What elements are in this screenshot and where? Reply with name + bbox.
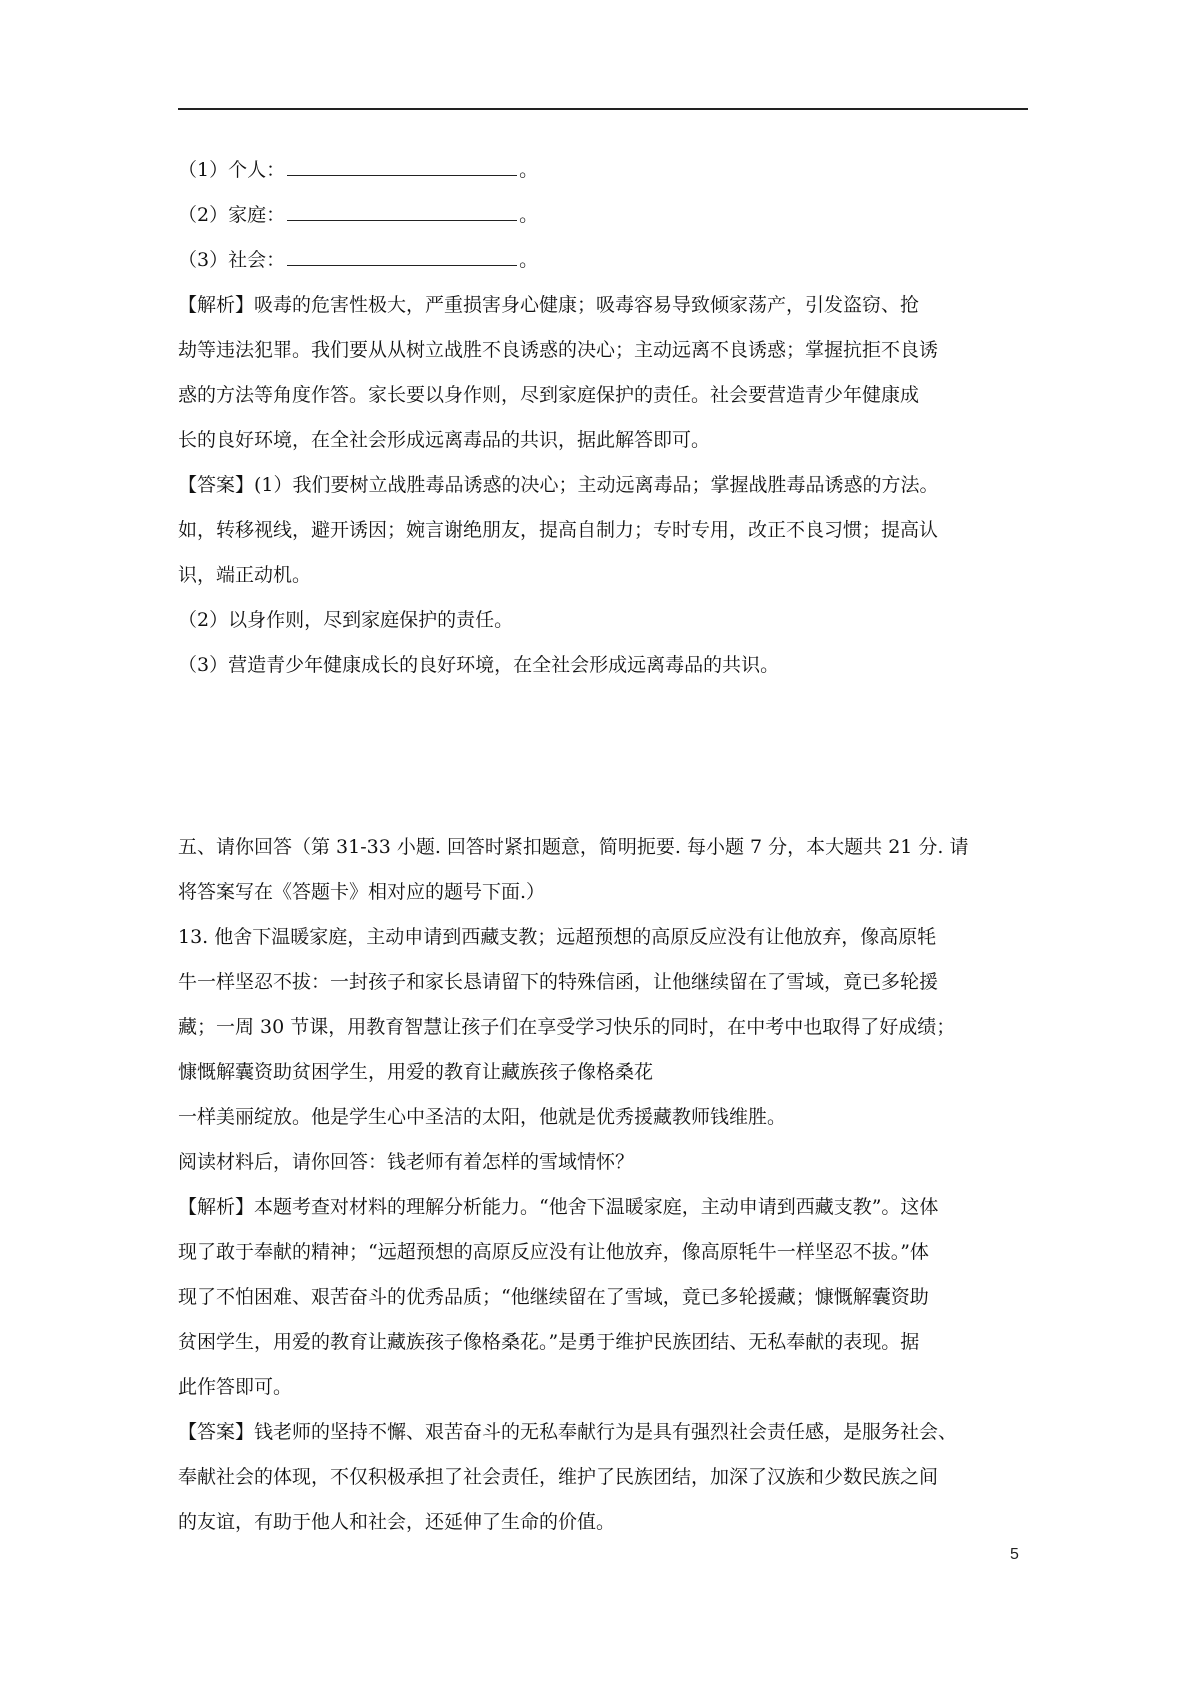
text-line: 【答案】钱老师的坚持不懈、艰苦奋斗的无私奉献行为是具有强烈社会责任感，是服务社会、 bbox=[178, 1421, 958, 1443]
page-content bbox=[178, 148, 1028, 1545]
text-line: 贫困学生，用爱的教育让藏族孩子像格桑花。”是勇于维护民族团结、无私奉献的表现。据 bbox=[178, 1331, 920, 1353]
text-line: 奉献社会的体现，不仅积极承担了社会责任，维护了民族团结，加深了汉族和少数民族之间 bbox=[178, 1466, 939, 1488]
fill-item-1 bbox=[178, 148, 1028, 193]
text-line: 一样美丽绽放。他是学生心中圣洁的太阳，他就是优秀援藏教师钱维胜。 bbox=[178, 1106, 787, 1128]
text-line: 现了敢于奉献的精神；“远超预想的高原反应没有让他放弃，像高原牦牛一样坚忍不拔。”体 bbox=[178, 1241, 929, 1263]
text-line: 【解析】吸毒的危害性极大，严重损害身心健康；吸毒容易导致倾家荡产，引发盗窃、抢 bbox=[178, 294, 920, 316]
fill-label: （1）个人： bbox=[178, 159, 286, 181]
text-line: 将答案写在《答题卡》相对应的题号下面.） bbox=[178, 881, 546, 903]
text-line: 阅读材料后，请你回答：钱老师有着怎样的雪域情怀？ bbox=[178, 1151, 635, 1173]
analysis-1 bbox=[178, 283, 1028, 463]
fill-label: （2）家庭： bbox=[178, 204, 286, 226]
text-line: （3）营造青少年健康成长的良好环境，在全社会形成远离毒品的共识。 bbox=[178, 654, 780, 676]
answer-blank[interactable] bbox=[287, 243, 517, 266]
page-number: 5 bbox=[1010, 1546, 1019, 1563]
text-line: （2）以身作则，尽到家庭保护的责任。 bbox=[178, 609, 514, 631]
fill-end: 。 bbox=[519, 249, 539, 271]
text-line: 长的良好环境，在全社会形成远离毒品的共识，据此解答即可。 bbox=[178, 429, 711, 451]
text-line: 惑的方法等角度作答。家长要以身作则，尽到家庭保护的责任。社会要营造青少年健康成 bbox=[178, 384, 920, 406]
text-line: 【答案】(1）我们要树立战胜毒品诱惑的决心；主动远离毒品；掌握战胜毒品诱惑的方法。 bbox=[178, 474, 939, 496]
fill-item-2 bbox=[178, 193, 1028, 238]
text-line: 如，转移视线，避开诱因；婉言谢绝朋友，提高自制力；专时专用，改正不良习惯；提高认 bbox=[178, 519, 939, 541]
answer-2 bbox=[178, 1410, 1028, 1545]
text-line: 现了不怕困难、艰苦奋斗的优秀品质；“他继续留在了雪域，竟已多轮援藏；慷慨解囊资助 bbox=[178, 1286, 929, 1308]
header-rule bbox=[178, 108, 1028, 110]
section-five-heading bbox=[178, 825, 1028, 915]
text-line: 13. 他舍下温暖家庭，主动申请到西藏支教；远超预想的高原反应没有让他放弃，像高原牦 bbox=[178, 926, 937, 948]
fill-end: 。 bbox=[519, 204, 539, 226]
text-line: 识，端正动机。 bbox=[178, 564, 312, 586]
text-line: 【解析】本题考查对材料的理解分析能力。“他舍下温暖家庭，主动申请到西藏支教”。这体 bbox=[178, 1196, 939, 1218]
spacer bbox=[178, 688, 1028, 825]
answer-blank[interactable] bbox=[287, 198, 517, 221]
analysis-2 bbox=[178, 1185, 1028, 1410]
answer-blank[interactable] bbox=[287, 153, 517, 176]
question-13 bbox=[178, 915, 1028, 1185]
fill-end: 。 bbox=[519, 159, 539, 181]
text-line: 慷慨解囊资助贫困学生，用爱的教育让藏族孩子像格桑花 bbox=[178, 1061, 654, 1083]
text-line: 的友谊，有助于他人和社会，还延伸了生命的价值。 bbox=[178, 1511, 616, 1533]
fill-item-3 bbox=[178, 238, 1028, 283]
text-line: 牛一样坚忍不拔：一封孩子和家长恳请留下的特殊信函，让他继续留在了雪域，竟已多轮援 bbox=[178, 971, 939, 993]
fill-label: （3）社会： bbox=[178, 249, 286, 271]
text-line: 五、请你回答（第 31-33 小题. 回答时紧扣题意，简明扼要. 每小题 7 分，本大题共 21 分. 请 bbox=[178, 836, 969, 858]
text-line: 藏；一周 30 节课，用教育智慧让孩子们在享受学习快乐的同时，在中考中也取得了好成绩； bbox=[178, 1016, 956, 1038]
answer-1 bbox=[178, 463, 1028, 688]
text-line: 此作答即可。 bbox=[178, 1376, 293, 1398]
text-line: 劫等违法犯罪。我们要从从树立战胜不良诱惑的决心；主动远离不良诱惑；掌握抗拒不良诱 bbox=[178, 339, 939, 361]
